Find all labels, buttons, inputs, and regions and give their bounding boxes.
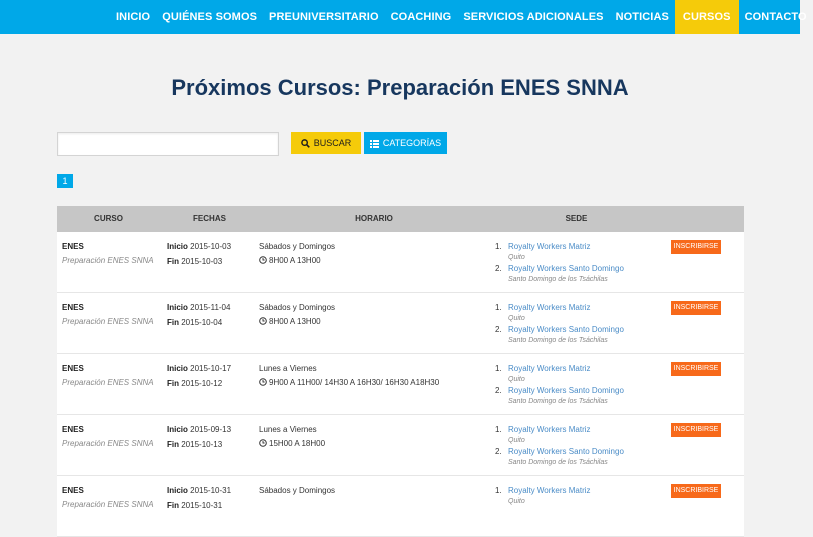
table-row bbox=[57, 232, 744, 293]
end-date bbox=[167, 379, 222, 388]
courses-table bbox=[57, 206, 744, 537]
end-date bbox=[167, 501, 222, 510]
start-value: 2015-11-04 bbox=[190, 303, 231, 312]
end-date bbox=[167, 318, 222, 327]
clock-icon bbox=[259, 439, 267, 447]
table-header bbox=[57, 206, 744, 232]
start-value: 2015-10-03 bbox=[190, 242, 232, 251]
enroll-button[interactable]: INSCRIBIRSE bbox=[671, 240, 721, 254]
search-icon bbox=[301, 139, 310, 148]
enroll-button[interactable]: INSCRIBIRSE bbox=[671, 362, 721, 376]
schedule-hours-text: 9H00 A 11H00/ 14H30 A 16H30/ 16H30 A18H30 bbox=[269, 378, 440, 387]
sede-link[interactable]: Royalty Workers Santo Domingo bbox=[508, 325, 624, 334]
end-value: 2015-10-03 bbox=[181, 257, 223, 266]
start-label: Inicio bbox=[167, 425, 188, 434]
start-label: Inicio bbox=[167, 364, 188, 373]
search-button[interactable] bbox=[291, 132, 361, 154]
sede-number: 2. bbox=[495, 325, 502, 334]
start-value: 2015-10-31 bbox=[190, 486, 232, 495]
sede-city: Quito bbox=[508, 437, 525, 444]
table-row bbox=[57, 293, 744, 354]
sede-city: Quito bbox=[508, 315, 525, 322]
nav-item-quienes-somos[interactable]: QUIÉNES SOMOS bbox=[162, 11, 258, 23]
course-name: ENES bbox=[62, 425, 84, 434]
end-label: Fin bbox=[167, 318, 179, 327]
schedule-hours-text: 8H00 A 13H00 bbox=[269, 256, 321, 265]
schedule-days: Lunes a Viernes bbox=[259, 364, 317, 373]
table-row bbox=[57, 415, 744, 476]
start-date bbox=[167, 364, 231, 373]
enroll-button[interactable]: INSCRIBIRSE bbox=[671, 423, 721, 437]
schedule-days: Sábados y Domingos bbox=[259, 486, 336, 495]
end-label: Fin bbox=[167, 501, 179, 510]
course-subtitle: Preparación ENES SNNA bbox=[62, 439, 154, 448]
sede-number: 2. bbox=[495, 386, 502, 395]
sede-number: 1. bbox=[495, 364, 502, 373]
categories-button[interactable] bbox=[364, 132, 447, 154]
sede-number: 1. bbox=[495, 242, 502, 251]
clock-icon bbox=[259, 378, 267, 386]
sede-number: 2. bbox=[495, 264, 502, 273]
course-subtitle: Preparación ENES SNNA bbox=[62, 317, 154, 326]
page-title: Próximos Cursos: Preparación ENES SNNA bbox=[171, 75, 629, 100]
course-name: ENES bbox=[62, 486, 84, 495]
nav-item-contacto[interactable]: CONTACTO bbox=[744, 11, 807, 23]
nav-item-noticias[interactable]: NOTICIAS bbox=[615, 11, 669, 23]
schedule-hours-text: 15H00 A 18H00 bbox=[269, 439, 326, 448]
sede-city: Santo Domingo de los Tsáchilas bbox=[508, 398, 608, 405]
enroll-button[interactable]: INSCRIBIRSE bbox=[671, 301, 721, 315]
end-value: 2015-10-12 bbox=[181, 379, 223, 388]
header-curso: CURSO bbox=[94, 214, 123, 223]
schedule-hours bbox=[259, 317, 321, 326]
pagination-page-1[interactable]: 1 bbox=[57, 174, 73, 188]
clock-icon bbox=[259, 317, 267, 325]
clock-icon bbox=[259, 256, 267, 264]
end-date bbox=[167, 440, 222, 449]
sede-city: Quito bbox=[508, 376, 525, 383]
sede-link[interactable]: Royalty Workers Matriz bbox=[508, 303, 591, 312]
start-date bbox=[167, 486, 231, 495]
end-value: 2015-10-04 bbox=[181, 318, 223, 327]
course-subtitle: Preparación ENES SNNA bbox=[62, 378, 154, 387]
sede-city: Santo Domingo de los Tsáchilas bbox=[508, 337, 608, 344]
nav-item-preuniversitario[interactable]: PREUNIVERSITARIO bbox=[269, 11, 379, 23]
header-fechas: FECHAS bbox=[193, 214, 226, 223]
nav-item-servicios-adicionales[interactable]: SERVICIOS ADICIONALES bbox=[463, 11, 604, 23]
schedule-days: Lunes a Viernes bbox=[259, 425, 317, 434]
start-label: Inicio bbox=[167, 303, 188, 312]
start-value: 2015-10-17 bbox=[190, 364, 232, 373]
course-name: ENES bbox=[62, 242, 84, 251]
table-row bbox=[57, 476, 744, 537]
sede-number: 2. bbox=[495, 447, 502, 456]
schedule-hours-text: 8H00 A 13H00 bbox=[269, 317, 321, 326]
header-sede: SEDE bbox=[565, 214, 588, 223]
end-value: 2015-10-31 bbox=[181, 501, 223, 510]
nav-item-coaching[interactable]: COACHING bbox=[390, 11, 452, 23]
top-navigation bbox=[0, 0, 807, 34]
course-name: ENES bbox=[62, 303, 84, 312]
sede-link[interactable]: Royalty Workers Matriz bbox=[508, 425, 591, 434]
search-input[interactable] bbox=[57, 132, 279, 156]
end-date bbox=[167, 257, 222, 266]
header-horario: HORARIO bbox=[355, 214, 393, 223]
end-value: 2015-10-13 bbox=[181, 440, 223, 449]
schedule-hours bbox=[259, 439, 325, 448]
categories-button-label: CATEGORÍAS bbox=[382, 138, 442, 148]
nav-item-cursos[interactable]: CURSOS bbox=[675, 0, 739, 34]
course-subtitle: Preparación ENES SNNA bbox=[62, 256, 154, 265]
sede-city: Quito bbox=[508, 498, 525, 505]
schedule-days: Sábados y Domingos bbox=[259, 303, 336, 312]
start-date bbox=[167, 303, 230, 312]
end-label: Fin bbox=[167, 379, 179, 388]
sede-link[interactable]: Royalty Workers Santo Domingo bbox=[508, 447, 624, 456]
sede-link[interactable]: Royalty Workers Santo Domingo bbox=[508, 386, 624, 395]
course-name: ENES bbox=[62, 364, 84, 373]
start-label: Inicio bbox=[167, 242, 188, 251]
search-button-label: BUSCAR bbox=[313, 138, 352, 148]
list-icon bbox=[370, 140, 379, 148]
sede-city: Quito bbox=[508, 254, 525, 261]
schedule-days: Sábados y Domingos bbox=[259, 242, 336, 251]
sede-city: Santo Domingo de los Tsáchilas bbox=[508, 459, 608, 466]
sede-link[interactable]: Royalty Workers Matriz bbox=[508, 364, 591, 373]
sede-link[interactable]: Royalty Workers Matriz bbox=[508, 242, 591, 251]
nav-menu bbox=[110, 0, 813, 34]
course-subtitle: Preparación ENES SNNA bbox=[62, 500, 154, 509]
start-date bbox=[167, 242, 231, 251]
enroll-button[interactable]: INSCRIBIRSE bbox=[671, 484, 721, 498]
schedule-hours bbox=[259, 378, 439, 387]
sede-city: Santo Domingo de los Tsáchilas bbox=[508, 276, 608, 283]
sede-number: 1. bbox=[495, 425, 502, 434]
sede-number: 1. bbox=[495, 303, 502, 312]
nav-item-inicio[interactable]: INICIO bbox=[116, 11, 151, 23]
end-label: Fin bbox=[167, 440, 179, 449]
end-label: Fin bbox=[167, 257, 179, 266]
sede-link[interactable]: Royalty Workers Santo Domingo bbox=[508, 264, 624, 273]
start-value: 2015-09-13 bbox=[190, 425, 232, 434]
start-label: Inicio bbox=[167, 486, 188, 495]
header-actions bbox=[664, 206, 744, 232]
table-row bbox=[57, 354, 744, 415]
sede-link[interactable]: Royalty Workers Matriz bbox=[508, 486, 591, 495]
schedule-hours bbox=[259, 256, 321, 265]
start-date bbox=[167, 425, 231, 434]
sede-number: 1. bbox=[495, 486, 502, 495]
